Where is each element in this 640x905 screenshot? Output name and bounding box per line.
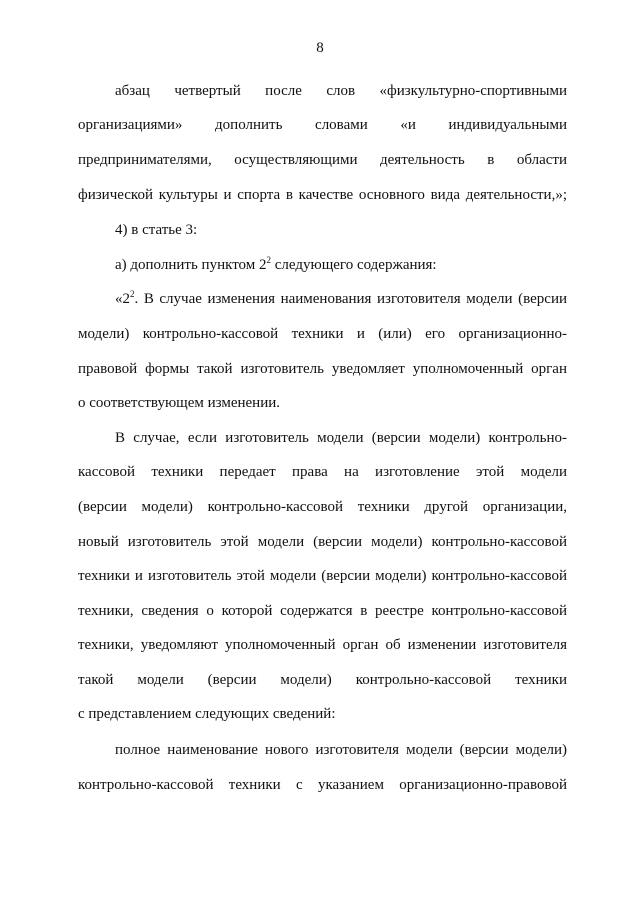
text-line: техники и изготовитель этой модели (версии модели) контрольно-кассовой [78, 568, 567, 584]
page-number: 8 [316, 40, 324, 56]
text-line [115, 256, 567, 275]
text-line: физической культуры и спорта в качестве основного вида деятельности,»; [78, 187, 567, 203]
text-fragment: «2 [115, 291, 130, 307]
text-line: предпринимателями, осуществляющими деятельность в области [78, 152, 567, 168]
text-line: контрольно-кассовой техники с указанием организационно-правовой [78, 777, 567, 793]
text-line: кассовой техники передает права на изготовление этой модели [78, 464, 567, 480]
text-line: с представлением следующих сведений: [78, 706, 336, 722]
text-line: 4) в статье 3: [115, 222, 198, 238]
text-line: о соответствующем изменении. [78, 395, 281, 411]
text-line: (версии модели) контрольно-кассовой техники другой организации, [78, 499, 567, 515]
text-line: модели) контрольно-кассовой техники и (или) его организационно- [78, 326, 567, 342]
text-line: правовой формы такой изготовитель уведомляет уполномоченный орган [78, 361, 567, 377]
text-line: В случае, если изготовитель модели (версии модели) контрольно- [115, 430, 567, 446]
superscript: 2 [130, 289, 135, 299]
text-line: организациями» дополнить словами «и индивидуальными [78, 117, 567, 133]
text-line: техники, сведения о которой содержатся в реестре контрольно-кассовой [78, 603, 567, 619]
text-fragment: . В случае изменения наименования изготовителя модели (версии [134, 291, 567, 307]
text-line [115, 290, 567, 309]
text-fragment: а) дополнить пунктом 2 [115, 257, 267, 273]
text-line: полное наименование нового изготовителя модели (версии модели) [115, 742, 567, 758]
superscript: 2 [266, 255, 272, 265]
text-line: абзац четвертый после слов «физкультурно-спортивными [115, 83, 567, 99]
text-line: техники, уведомляют уполномоченный орган об изменении изготовителя [78, 637, 567, 653]
text-fragment: следующего содержания: [271, 257, 437, 273]
text-line: такой модели (версии модели) контрольно-кассовой техники [78, 672, 567, 688]
text-line: новый изготовитель этой модели (версии модели) контрольно-кассовой [78, 534, 567, 550]
